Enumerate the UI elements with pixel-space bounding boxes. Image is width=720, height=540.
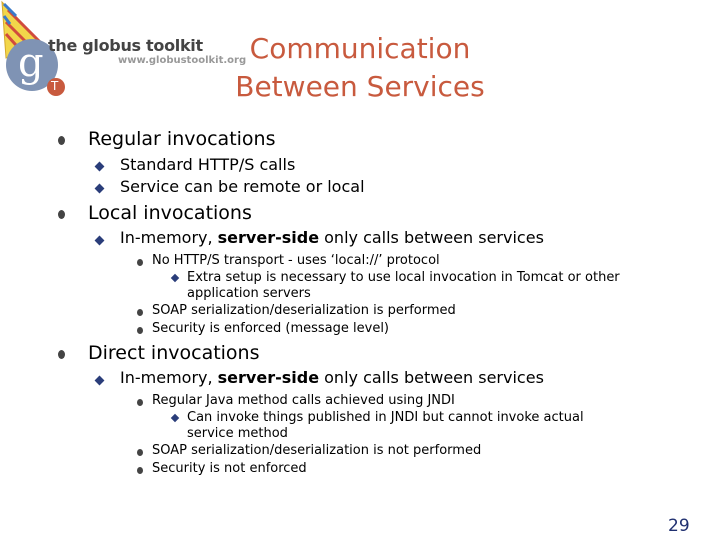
diamond-bullet-icon — [95, 376, 105, 386]
bullet-icon — [137, 467, 143, 474]
bullet-icon — [58, 350, 65, 359]
regular-invocations-heading: Regular invocations — [88, 128, 276, 150]
diamond-bullet-icon — [171, 274, 179, 282]
bullet-icon — [137, 449, 143, 456]
list-item: No HTTP/S transport - uses ‘local://’ protocol — [152, 253, 440, 268]
list-item: SOAP serialization/deserialization is performed — [152, 303, 456, 318]
bullet-icon — [137, 399, 143, 406]
nested-item-line-1: Extra setup is necessary to use local invocation in Tomcat or other — [187, 270, 620, 285]
sub-pre: In-memory, — [120, 368, 218, 387]
list-item: Regular Java method calls achieved using JNDI — [152, 393, 455, 408]
sub-bold: server-side — [217, 368, 320, 387]
list-item: Standard HTTP/S calls — [120, 155, 296, 174]
sub-bold: server-side — [217, 228, 320, 247]
logo-url: www.globustoolkit.org — [118, 55, 247, 66]
sub-pre: In-memory, — [120, 228, 218, 247]
bullet-icon — [137, 327, 143, 334]
globus-toolkit-logo — [0, 0, 250, 110]
bullet-icon — [137, 259, 143, 266]
t-letter: T — [51, 79, 59, 93]
g-letter: g — [18, 40, 44, 86]
direct-subheading — [120, 368, 544, 387]
diamond-bullet-icon — [95, 236, 105, 246]
logo-title: the globus toolkit — [48, 36, 203, 55]
diamond-bullet-icon — [95, 184, 105, 194]
nested-item-line-1: Can invoke things published in JNDI but cannot invoke actual — [187, 410, 584, 425]
local-invocations-heading: Local invocations — [88, 202, 252, 224]
local-subheading — [120, 228, 544, 247]
slide-title — [225, 30, 495, 106]
bullet-icon — [137, 309, 143, 316]
title-line-2: Between Services — [235, 70, 485, 103]
bullet-icon — [58, 136, 65, 145]
diamond-bullet-icon — [95, 162, 105, 172]
page-number: 29 — [668, 516, 690, 536]
bullet-icon — [58, 210, 65, 219]
sub-post: only calls between services — [319, 368, 544, 387]
nested-item-line-2: service method — [187, 426, 288, 441]
list-item: Service can be remote or local — [120, 177, 365, 196]
list-item: Security is not enforced — [152, 461, 307, 476]
list-item: Security is enforced (message level) — [152, 321, 390, 336]
direct-invocations-heading: Direct invocations — [88, 342, 260, 364]
title-line-1: Communication — [249, 32, 471, 65]
diamond-bullet-icon — [171, 414, 179, 422]
sub-post: only calls between services — [319, 228, 544, 247]
list-item: SOAP serialization/deserialization is not performed — [152, 443, 482, 458]
nested-item-line-2: application servers — [187, 286, 311, 301]
